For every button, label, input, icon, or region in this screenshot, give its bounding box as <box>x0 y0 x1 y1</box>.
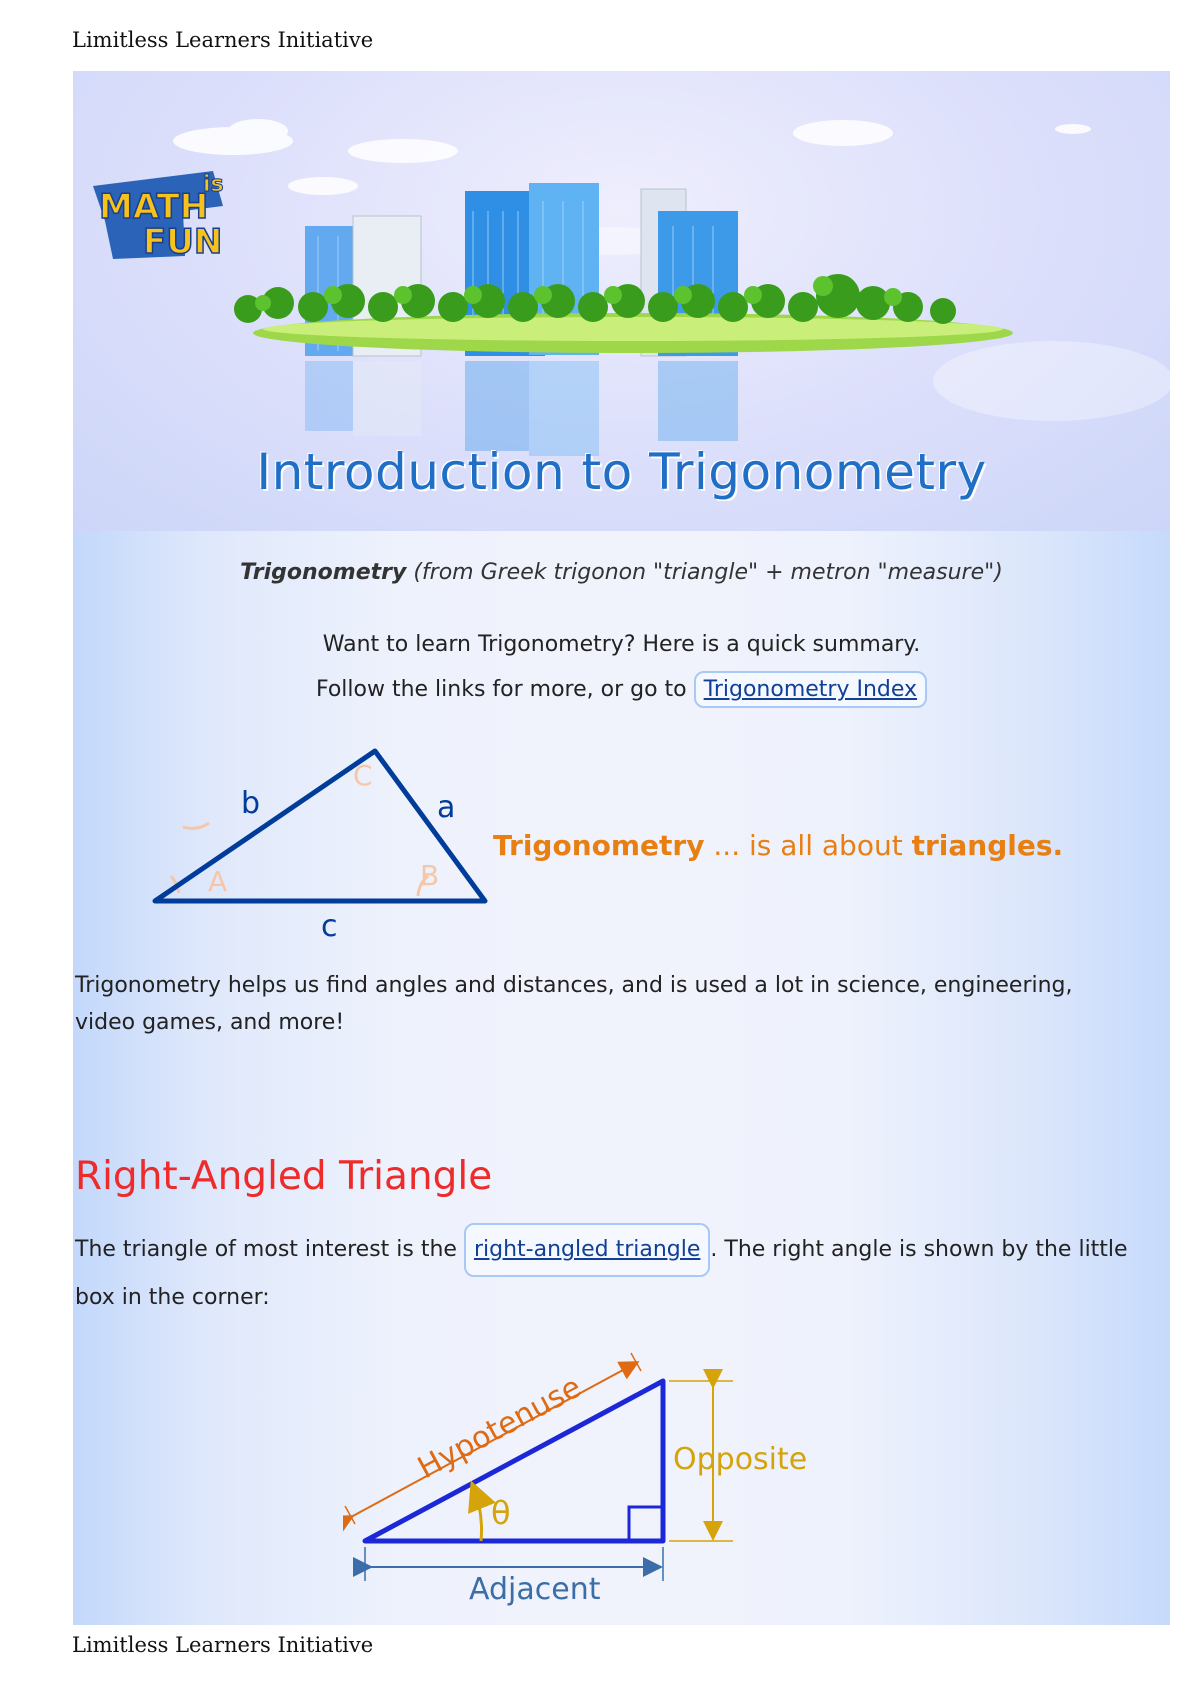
document-content <box>73 71 1170 1625</box>
right-triangle-figure <box>343 1341 863 1625</box>
triangle-abc-figure <box>73 721 493 941</box>
paragraph-right-angle <box>75 1223 1135 1319</box>
caption-bold-2: triangles. <box>911 829 1064 862</box>
theta-arc <box>473 1486 482 1541</box>
svg-text:is: is <box>203 172 224 197</box>
side-b-label: b <box>241 786 261 821</box>
side-a-label: a <box>437 790 456 825</box>
side-c-label: c <box>321 909 338 941</box>
banner-title: Introduction to Trigonometry <box>256 443 987 501</box>
right-angle-box <box>629 1507 663 1541</box>
tree-island <box>234 274 1013 353</box>
caption-middle: ... is all about <box>704 829 912 862</box>
angle-a-label: A <box>208 865 228 898</box>
svg-text:FUN: FUN <box>143 222 223 262</box>
math-is-fun-logo <box>93 171 224 262</box>
theta-label: θ <box>491 1494 511 1532</box>
intro-line-2-text: Follow the links for more, or go to <box>315 677 694 702</box>
caption-bold-1: Trigonometry <box>493 829 705 862</box>
definition-line <box>73 560 1170 585</box>
trigonometry-index-link[interactable]: Trigonometry Index <box>694 671 927 708</box>
angle-c-arc <box>183 823 209 828</box>
section-title-right-angled-triangle: Right-Angled Triangle <box>75 1154 493 1199</box>
svg-text:MATH: MATH <box>99 187 209 227</box>
hypotenuse-label: Hypotenuse <box>412 1369 588 1487</box>
banner <box>73 71 1170 531</box>
page-footer: Limitless Learners Initiative <box>72 1633 374 1657</box>
para2-before: The triangle of most interest is the <box>75 1237 464 1262</box>
right-angled-triangle-link[interactable]: right-angled triangle <box>464 1223 710 1277</box>
paragraph-uses: Trigonometry helps us find angles and distances, and is used a lot in science, engineering, video games, and more! <box>75 973 1073 1035</box>
definition-etymology: (from Greek trigonon "triangle" + metron "measure") <box>406 560 1003 585</box>
para2-after: . The right angle is shown by the little box in the corner: <box>75 1237 1128 1310</box>
intro-line-1: Want to learn Trigonometry? Here is a quick summary. <box>322 632 921 657</box>
opposite-label: Opposite <box>673 1442 808 1477</box>
angle-b-label: B <box>420 859 440 892</box>
adjacent-label: Adjacent <box>469 1572 601 1607</box>
triangle-caption <box>493 829 1063 862</box>
angle-c-label: C <box>353 759 373 792</box>
page-header: Limitless Learners Initiative <box>72 28 374 52</box>
intro-line-2 <box>73 671 1170 708</box>
definition-term: Trigonometry <box>240 560 407 585</box>
